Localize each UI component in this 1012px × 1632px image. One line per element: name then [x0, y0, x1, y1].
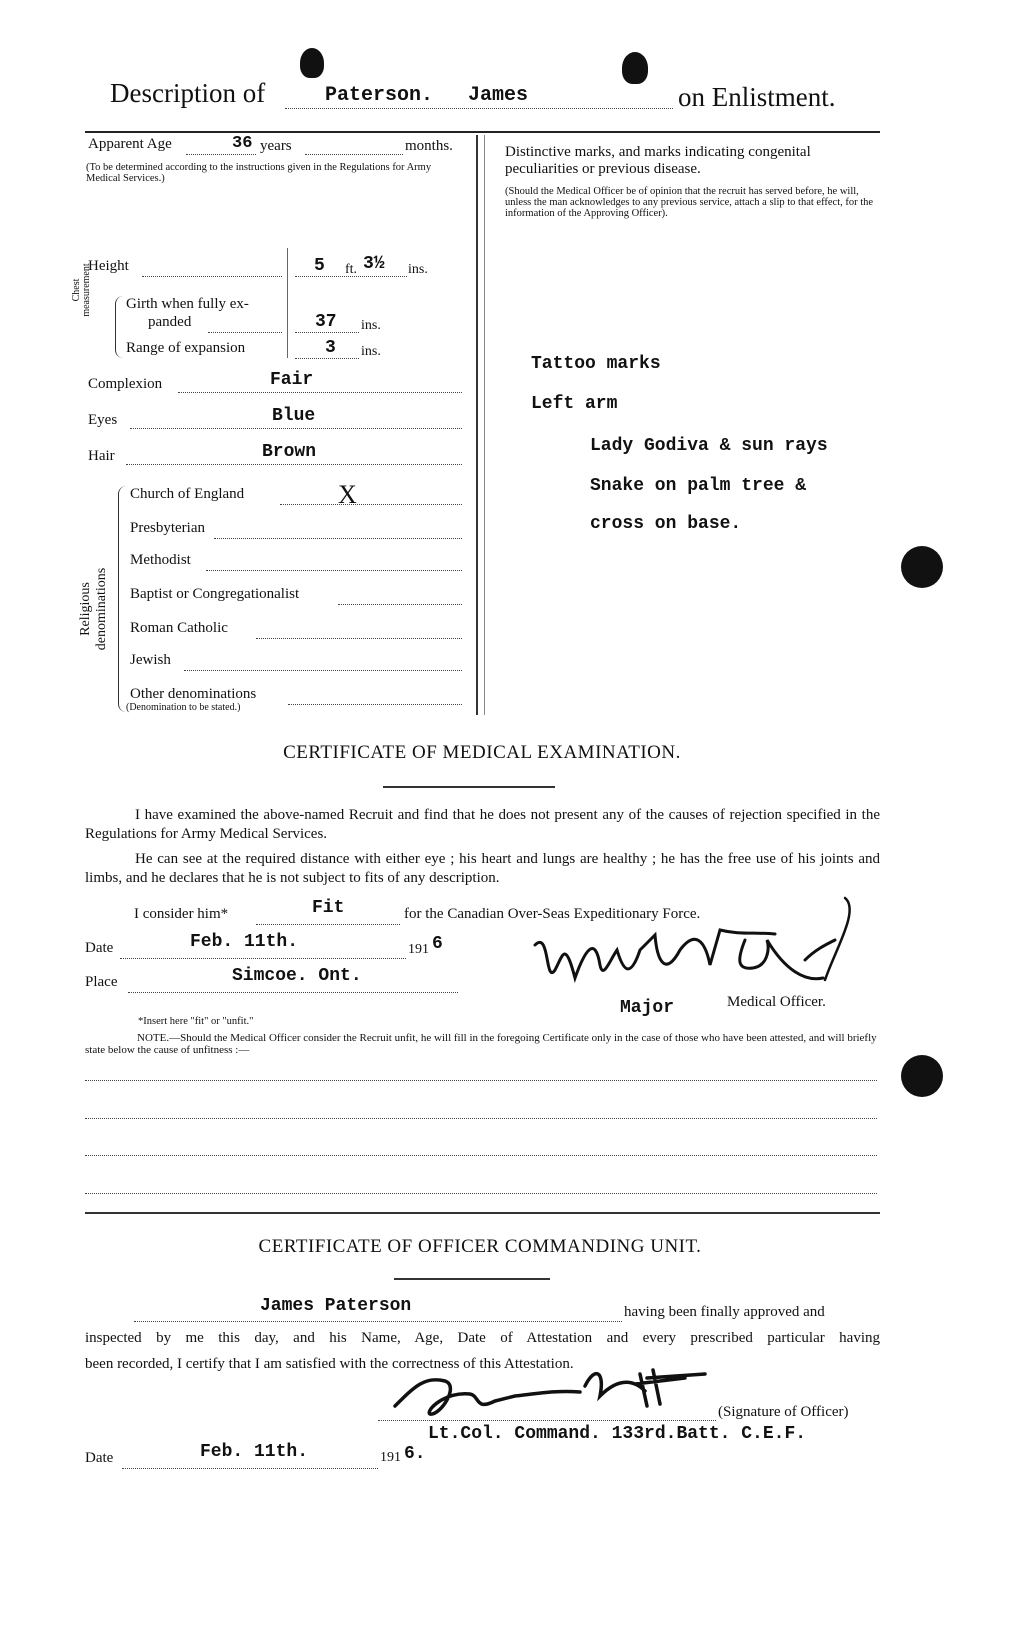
unfit-line-3	[85, 1155, 877, 1156]
unfit-line-2	[85, 1118, 877, 1119]
insert-note: *Insert here "fit" or "unfit."	[138, 1016, 254, 1027]
girth-label-2: panded	[148, 314, 192, 330]
chest-label: Chest measurement	[71, 263, 92, 317]
commanding-line-1: having been finally approved and	[624, 1304, 825, 1320]
header-suffix: on Enlistment.	[678, 82, 836, 112]
months-label: months.	[405, 138, 453, 154]
medical-year-prefix: 191	[408, 942, 429, 957]
religion-brace	[118, 486, 127, 712]
eyes-label: Eyes	[88, 412, 118, 428]
unfit-line-1	[85, 1080, 877, 1081]
binder-clip-right	[622, 52, 648, 84]
religions-label: Religious denominations	[78, 567, 109, 651]
commanding-signature-line	[378, 1420, 716, 1421]
denomination-note: (Denomination to be stated.)	[126, 702, 241, 713]
height-box-left	[287, 248, 288, 358]
medical-officer-label: Medical Officer.	[727, 994, 826, 1010]
top-rule	[85, 131, 880, 133]
mark-line-5: cross on base.	[590, 514, 742, 534]
medical-para-1: I have examined the above-named Recruit and find that he does not present any of the causes of rejection specified in the Regulations for Army Medical Services.	[85, 807, 880, 842]
hair-value: Brown	[262, 442, 317, 462]
punch-hole-bottom	[901, 1055, 943, 1097]
commanding-officer-signature	[385, 1356, 725, 1426]
commanding-date-label: Date	[85, 1450, 114, 1466]
place-label: Place	[85, 974, 118, 990]
commanding-year-prefix: 191	[380, 1450, 401, 1465]
commanding-officer-title: Lt.Col. Command. 133rd.Batt. C.E.F.	[428, 1424, 807, 1444]
religion-mark: X	[338, 480, 357, 509]
consider-label: I consider him*	[134, 906, 229, 922]
commanding-title-rule	[394, 1278, 550, 1280]
hair-line	[126, 464, 462, 465]
apparent-age-label: Apparent Age	[88, 136, 172, 152]
religion-line	[256, 638, 462, 639]
unfit-note: NOTE.—Should the Medical Officer consider the Recruit unfit, he will fill in the foregoing Certificate only in the case of those who have been attested, and will briefly state below the cause of unfitness :—	[85, 1032, 877, 1056]
medical-bottom-rule	[85, 1212, 880, 1214]
commanding-name-value: James Paterson	[260, 1296, 412, 1316]
range-label: Range of expansion	[126, 340, 246, 356]
girth-box-line	[295, 332, 359, 333]
girth-line	[208, 332, 282, 333]
commanding-line-3: been recorded, I certify that I am satisfied with the correctness of this Attestation.	[85, 1356, 574, 1372]
medical-title: CERTIFICATE OF MEDICAL EXAMINATION.	[283, 742, 681, 763]
religion-line	[206, 570, 462, 571]
medical-date-label: Date	[85, 940, 114, 956]
mark-line-2: Left arm	[531, 394, 618, 414]
religion-label: Jewish	[130, 652, 171, 668]
years-label: years	[260, 138, 292, 154]
commanding-line-2: inspected by me this day, and his Name, Age, Date of Attestation and every prescribed particular having	[85, 1330, 880, 1346]
mark-line-3: Lady Godiva & sun rays	[590, 436, 828, 456]
column-divider	[476, 135, 478, 715]
height-box-line	[295, 276, 407, 277]
range-box-line	[295, 358, 359, 359]
hair-label: Hair	[88, 448, 115, 464]
complexion-line	[178, 392, 462, 393]
religion-label: Other denominations	[130, 686, 257, 702]
header-name-line	[285, 108, 673, 109]
complexion-label: Complexion	[88, 376, 163, 392]
age-value: 36	[232, 134, 253, 153]
months-line	[305, 154, 403, 155]
mark-line-1: Tattoo marks	[531, 354, 661, 374]
commanding-name-line	[134, 1321, 622, 1322]
commanding-signature-label: (Signature of Officer)	[718, 1404, 849, 1420]
punch-hole-top	[901, 546, 943, 588]
medical-rank: Major	[620, 998, 675, 1018]
column-divider-inner	[484, 135, 485, 715]
commanding-year-digit: 6.	[404, 1444, 426, 1464]
complexion-value: Fair	[270, 370, 314, 390]
age-note: (To be determined according to the instructions given in the Regulations for Army Medical Services.)	[86, 162, 432, 184]
commanding-date-line	[122, 1468, 378, 1469]
height-ft-value: 5	[314, 256, 325, 276]
medical-date-line	[120, 958, 406, 959]
consider-line	[256, 924, 400, 925]
eyes-value: Blue	[272, 406, 316, 426]
mark-line-4: Snake on palm tree &	[590, 476, 807, 496]
medical-year-digit: 6	[432, 934, 443, 954]
eyes-line	[130, 428, 462, 429]
force-label: for the Canadian Over-Seas Expeditionary Force.	[404, 906, 701, 922]
religion-label: Roman Catholic	[130, 620, 228, 636]
range-value: 3	[325, 338, 336, 358]
medical-date-value: Feb. 11th.	[190, 932, 299, 952]
unfit-line-4	[85, 1193, 877, 1194]
commanding-title: CERTIFICATE OF OFFICER COMMANDING UNIT.	[258, 1236, 702, 1257]
height-ins-label: ins.	[408, 262, 428, 277]
girth-ins-label: ins.	[361, 318, 381, 333]
distinctive-heading: Distinctive marks, and marks indicating congenital peculiarities or previous disease.	[505, 144, 811, 177]
height-line	[142, 276, 282, 277]
girth-value: 37	[315, 312, 337, 332]
height-in-value: 3½	[363, 254, 385, 274]
place-line	[128, 992, 458, 993]
consider-value: Fit	[312, 898, 345, 918]
religion-label: Methodist	[130, 552, 191, 568]
religion-label: Baptist or Congregationalist	[130, 586, 300, 602]
distinctive-note: (Should the Medical Officer be of opinion that the recruit has served before, he will, unless the man acknowledges to any previous service, attach a slip to that effect, for the information of the Approving Officer).	[505, 186, 874, 219]
medical-officer-signature	[505, 890, 865, 1010]
medical-title-rule	[383, 786, 555, 788]
ft-label: ft.	[345, 262, 358, 277]
header-given-name: James	[468, 84, 529, 107]
header-surname: Paterson.	[325, 84, 434, 107]
religion-line	[288, 704, 462, 705]
place-value: Simcoe. Ont.	[232, 966, 362, 986]
chest-brace	[115, 296, 124, 358]
age-line	[186, 154, 256, 155]
girth-label-1: Girth when fully ex-	[126, 296, 249, 312]
religion-label: Church of England	[130, 486, 245, 502]
commanding-date-value: Feb. 11th.	[200, 1442, 309, 1462]
height-label: Height	[88, 258, 129, 274]
religion-line	[214, 538, 462, 539]
religion-line	[280, 504, 462, 505]
medical-para-2: He can see at the required distance with either eye ; his heart and lungs are healthy ; he has the free use of his joints and limbs, and he declares that he is not subject to fits of any description.	[85, 851, 880, 886]
religion-line	[338, 604, 462, 605]
binder-clip-left	[300, 48, 324, 78]
header-prefix: Description of	[110, 78, 266, 108]
range-ins-label: ins.	[361, 344, 381, 359]
religion-label: Presbyterian	[130, 520, 205, 536]
religion-line	[184, 670, 462, 671]
